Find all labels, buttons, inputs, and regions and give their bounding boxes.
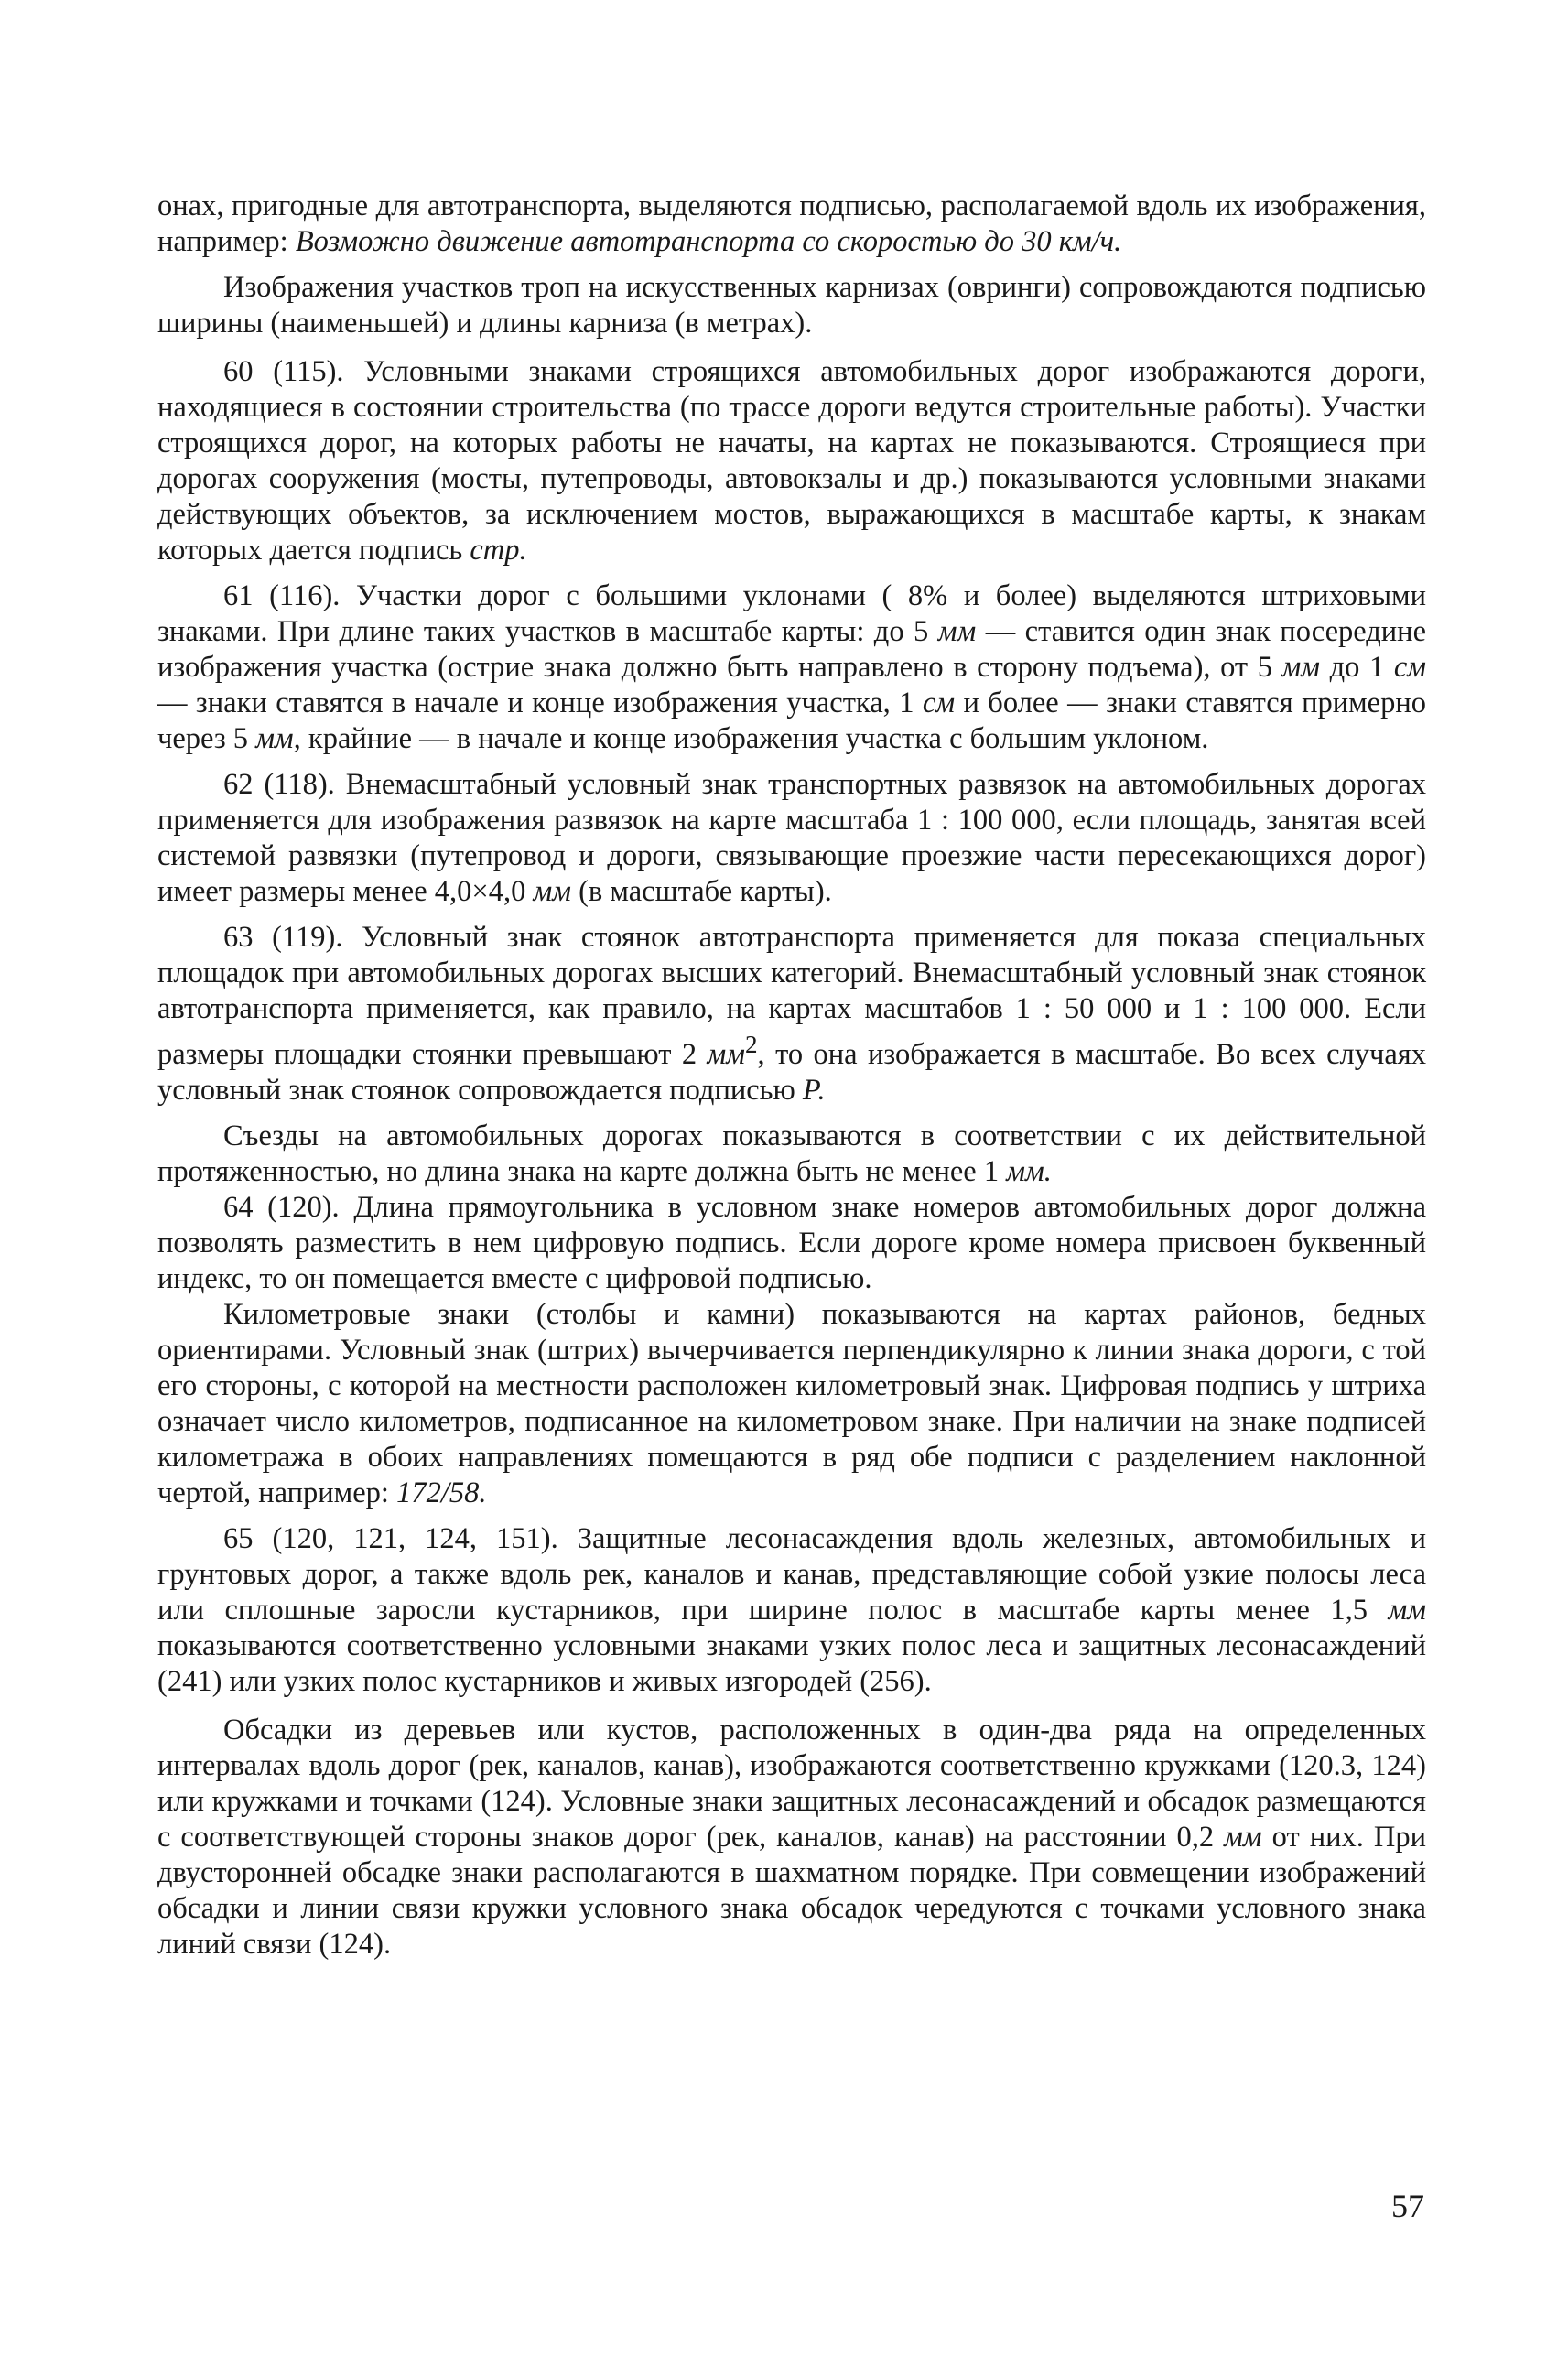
paragraph-km-znaki: Километровые знаки (столбы и камни) показываются на картах районов, бедных ориентирами. Условный знак (штрих) вычерчивается перпендикулярно к линии знака дороги, с той его стороны, с которой на местности расположен километровый знак. Цифровая подпись у штриха означает число километров, подписанное на километровом знаке. При наличии на знаке подписей километража в обоих направлениях помещаются в ряд обе подписи с разделением наклонной чертой, например: 172/58. [157,1297,1426,1509]
paragraph-sezdy: Съезды на автомобильных дорогах показываются в соответствии с их действительной протяженностью, но длина знака на карте должна быть не менее 1 мм. [157,1119,1426,1188]
paragraph-64: 64 (120). Длина прямоугольника в условном знаке номеров автомобильных дорог должна позволять разместить в нем цифровую подпись. Если дороге кроме номера присвоен буквенный индекс, то он помещается вместе с цифровой подписью. [157,1190,1426,1295]
paragraph-63: 63 (119). Условный знак стоянок автотранспорта применяется для показа специальных площадок при автомобильных дорогах высших категорий. Внемасштабный условный знак стоянок автотранспорта применяется, как правило, на картах масштабов 1 : 50 000 и 1 : 100 000. Если размеры площадки стоянки превышают 2 $мм^2$, то она изображается в масштабе. Во всех случаях условный знак стоянок сопровождается подписью Р. [157,921,1426,1107]
paragraph-61: 61 (116). Участки дорог с большими уклонами ( 8% и более) выделяются штриховыми знаками. При длине таких участков в масштабе карты: до 5 мм — ставится один знак посередине изображения участка (острие знака должно быть направлено в сторону подъема), от 5 мм до 1 см — знаки ставятся в начале и конце изображения участка, 1 см и более — знаки ставятся примерно через 5 мм, крайние — в начале и конце изображения участка с большим уклоном. [157,579,1426,755]
paragraph-intro-continuation: онах, пригодные для автотранспорта, выделяются подписью, располагаемой вдоль их изображения, например: Возможно движение автотранспорта со скоростью до 30 км/ч. [157,189,1426,258]
paragraph-62: 62 (118). Внемасштабный условный знак транспортных развязок на автомобильных дорогах применяется для изображения развязок на карте масштаба 1 : 100 000, если площадь, занятая всей системой развязки (путепровод и дороги, связывающие проезжие части пересекающихся дорог) имеет размеры менее 4,0×4,0 мм (в масштабе карты). [157,768,1426,908]
paragraph-obsadki: Обсадки из деревьев или кустов, расположенных в один-два ряда на определенных интервалах вдоль дорог (рек, каналов, канав), изображаются соответственно кружками (120.3, 124) или кружками и точками (124). Условные знаки защитных лесонасаждений и обсадок размещаются с соответствующей стороны знаков дорог (рек, каналов, канав) на расстоянии 0,2 мм от них. При двусторонней обсадке знаки располагаются в шахматном порядке. При совмещении изображений обсадки и линии связи кружки условного знака обсадок чередуются с точками условного знака линий связи (124). [157,1713,1426,1961]
page-body [157,189,1426,1963]
paragraph-65: 65 (120, 121, 124, 151). Защитные лесонасаждения вдоль железных, автомобильных и грунтовых дорог, а также вдоль рек, каналов и канав, представляющие собой узкие полосы леса или сплошные заросли кустарников, при ширине полос в масштабе карты менее 1,5 мм показываются соответственно условными знаками узких полос леса и защитных лесонасаждений (241) или узких полос кустарников и живых изгородей (256). [157,1521,1426,1698]
page-number: 57 [1391,2188,1424,2224]
paragraph-60: 60 (115). Условными знаками строящихся автомобильных дорог изображаются дороги, находящиеся в состоянии строительства (по трассе дороги ведутся строительные работы). Участки строящихся дорог, на которых работы не начаты, на картах не показываются. Строящиеся при дорогах сооружения (мосты, путепроводы, автовокзалы и др.) показываются условными знаками действующих объектов, за исключением мостов, выражающихся в масштабе карты, к знакам которых дается подпись стр. [157,355,1426,567]
paragraph-ovringi: Изображения участков троп на искусственных карнизах (овринги) сопровождаются подписью ширины (наименьшей) и длины карниза (в метрах). [157,271,1426,340]
